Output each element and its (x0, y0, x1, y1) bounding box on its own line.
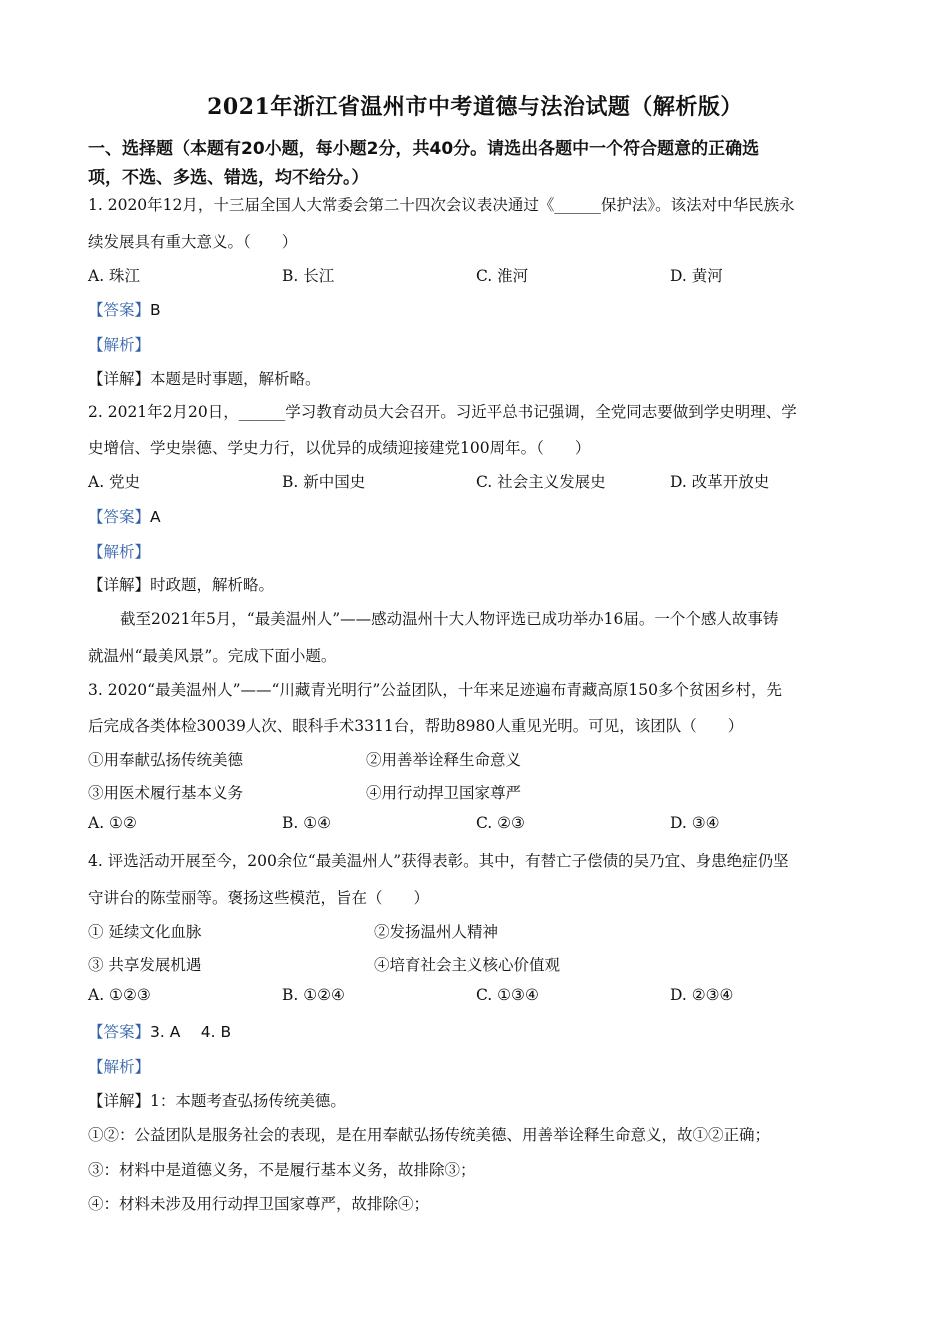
q1-option-b: B. 长江 (282, 267, 335, 285)
q1-stem-line2: 续发展具有重大意义。（ ） (88, 233, 298, 251)
q4-option-c: C. ①③④ (476, 986, 539, 1004)
material-line1: 截至2021年5月，“最美温州人”——感动温州十大人物评选已成功举办16届。一个个感人故事铸 (120, 610, 779, 628)
q3-item-3: ③用医术履行基本义务 (88, 784, 244, 802)
page-title: 2021年浙江省温州市中考道德与法治试题（解析版） (207, 94, 743, 120)
q2-answer (88, 505, 161, 527)
answer-tag: 【答案】 (88, 1023, 151, 1041)
q4-item-4: ④培育社会主义核心价值观 (374, 956, 561, 974)
q4-option-d: D. ②③④ (670, 986, 734, 1004)
q3-option-d: D. ③④ (670, 814, 720, 832)
q34-detail-line-2: ③：材料中是道德义务，不是履行基本义务，故排除③； (88, 1161, 476, 1179)
answer-tag: 【答案】 (88, 301, 151, 319)
q2-option-a: A. 党史 (88, 473, 141, 491)
detail-text: 时政题，解析略。 (150, 576, 275, 594)
q2-option-c: C. 社会主义发展史 (476, 473, 606, 491)
q1-detail (88, 367, 321, 389)
detail-tag: 【详解】 (88, 370, 151, 388)
section-heading-line1: 一、选择题（本题有20小题，每小题2分，共40分。请选出各题中一个符合题意的正确选 (88, 139, 760, 159)
answer-value: A (150, 508, 161, 526)
q4-option-b: B. ①②④ (282, 986, 345, 1004)
q1-option-a: A. 珠江 (88, 267, 141, 285)
detail-tag: 【详解】 (88, 1092, 151, 1110)
q34-detail-line-1: ①②：公益团队是服务社会的表现，是在用奉献弘扬传统美德、用善举诠释生命意义，故①②正确； (88, 1126, 771, 1144)
q4-option-a: A. ①②③ (88, 986, 151, 1004)
material-line2: 就温州“最美风景”。完成下面小题。 (88, 647, 337, 665)
q4-item-3: ③ 共享发展机遇 (88, 956, 202, 974)
detail-tag: 【详解】 (88, 576, 151, 594)
q2-option-b: B. 新中国史 (282, 473, 366, 491)
q1-stem-line1: 1. 2020年12月，十三届全国人大常委会第二十四次会议表决通过《______保护法》。该法对中华民族永 (88, 196, 795, 214)
section-heading-line2: 项，不选、多选、错选，均不给分。） (88, 168, 369, 188)
q2-analysis-tag: 【解析】 (88, 543, 151, 561)
q3-item-4: ④用行动捍卫国家尊严 (366, 784, 522, 802)
q3-option-a: A. ①② (88, 814, 137, 832)
q2-stem-line1: 2. 2021年2月20日，______学习教育动员大会召开。习近平总书记强调，全党同志要做到学史明理、学 (88, 403, 797, 421)
q3-stem-line2: 后完成各类体检30039人次、眼科手术3311台，帮助8980人重见光明。可见，该团队（ ） (88, 717, 744, 735)
detail-text: 1：本题考查弘扬传统美德。 (150, 1092, 346, 1110)
q2-detail (88, 573, 274, 595)
answer-value: 3. A 4. B (150, 1023, 232, 1041)
detail-text: 本题是时事题，解析略。 (150, 370, 321, 388)
q4-item-2: ②发扬温州人精神 (374, 923, 499, 941)
answer-value: B (150, 301, 161, 319)
q1-answer (88, 298, 161, 320)
q34-detail (88, 1089, 346, 1111)
q34-detail-line-3: ④：材料未涉及用行动捍卫国家尊严，故排除④； (88, 1195, 430, 1213)
q2-option-d: D. 改革开放史 (670, 473, 770, 491)
q4-stem-line2: 守讲台的陈莹丽等。褒扬这些模范，旨在（ ） (88, 889, 430, 907)
q3-item-2: ②用善举诠释生命意义 (366, 751, 522, 769)
q3-item-1: ①用奉献弘扬传统美德 (88, 751, 244, 769)
q3-option-c: C. ②③ (476, 814, 525, 832)
q3-option-b: B. ①④ (282, 814, 332, 832)
q34-answer (88, 1020, 231, 1042)
q34-analysis-tag: 【解析】 (88, 1058, 151, 1076)
q1-option-c: C. 淮河 (476, 267, 529, 285)
answer-tag: 【答案】 (88, 508, 151, 526)
q1-option-d: D. 黄河 (670, 267, 723, 285)
q3-stem-line1: 3. 2020“最美温州人”——“川藏青光明行”公益团队，十年来足迹遍布青藏高原150多个贫困乡村，先 (88, 681, 782, 699)
q2-stem-line2: 史增信、学史崇德、学史力行，以优异的成绩迎接建党100周年。（ ） (88, 439, 591, 457)
q4-stem-line1: 4. 评选活动开展至今，200余位“最美温州人”获得表彰。其中，有替亡子偿债的吴乃宜、身患绝症仍坚 (88, 852, 789, 870)
q1-analysis-tag: 【解析】 (88, 336, 151, 354)
q4-item-1: ① 延续文化血脉 (88, 923, 202, 941)
